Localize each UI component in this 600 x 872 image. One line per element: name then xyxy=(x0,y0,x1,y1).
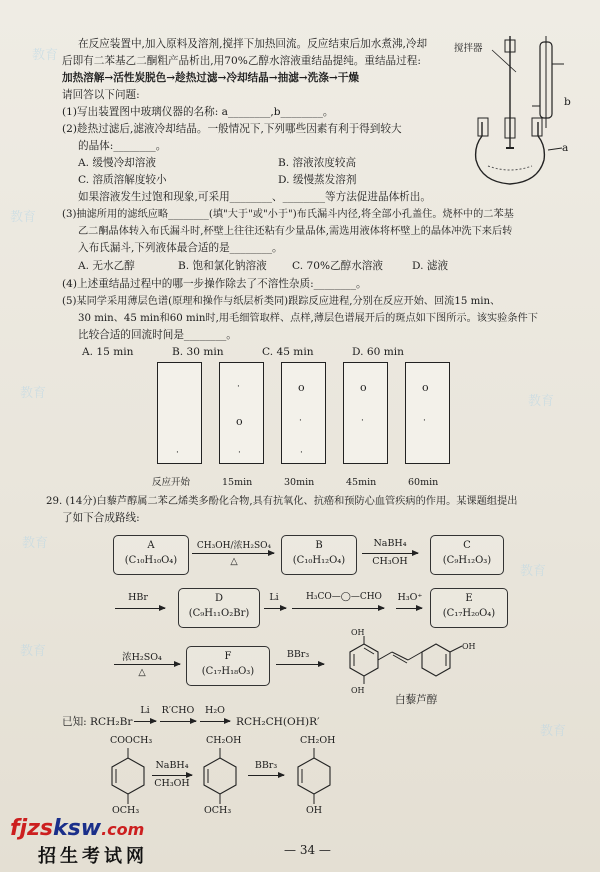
tlc-plate xyxy=(281,362,326,464)
q2-option-c: C. 溶质溶解度较小 xyxy=(78,174,167,186)
page-number: — 34 — xyxy=(284,843,331,857)
known-arrow1-top: NaBH₄ xyxy=(155,760,189,771)
reaction-arrow xyxy=(396,608,422,609)
reagent-1: CH₃OH/浓H₂SO₄ xyxy=(196,541,272,551)
logo-part: .com xyxy=(101,820,145,839)
reaction-arrow xyxy=(192,553,274,554)
reaction-arrow xyxy=(200,721,230,722)
compound-c-box xyxy=(430,535,504,575)
benzene-ring xyxy=(198,748,242,808)
intro-line: 后即有二苯基乙二酮粗产品析出,用70%乙醇水溶液重结晶提纯。重结晶过程: xyxy=(62,55,421,67)
known-reagent-1: Li xyxy=(140,705,150,716)
tlc-label: 60min xyxy=(408,477,439,488)
compound-b-box xyxy=(281,535,357,575)
known-arrow1-bot: CH₃OH xyxy=(154,778,190,789)
benzene-ring xyxy=(292,748,336,808)
tlc-spot: · xyxy=(299,416,302,426)
q5-option-c: C. 45 min xyxy=(262,346,314,358)
reaction-arrow xyxy=(152,775,192,776)
tlc-spot: · xyxy=(361,416,364,426)
reaction-arrow xyxy=(114,664,180,665)
condition-2: CH₃OH xyxy=(372,556,408,567)
q3-option-b: B. 饱和氯化钠溶液 xyxy=(178,260,267,272)
logo-part: ksw xyxy=(53,816,102,841)
tlc-spot: o xyxy=(360,381,367,394)
question-4: (4)上述重结晶过程中的哪一步操作除去了不溶性杂质:________。 xyxy=(62,278,367,290)
question-1: (1)写出装置图中玻璃仪器的名称: a________,b________。 xyxy=(62,106,334,118)
watermark: 教育 xyxy=(20,644,47,659)
tlc-spot: o xyxy=(422,381,429,394)
reaction-arrow xyxy=(248,775,284,776)
intro-line: 在反应装置中,加入原料及溶剂,搅拌下加热回流。反应结束后加水煮沸,冷却 xyxy=(78,38,428,50)
q2-option-a: A. 缓慢冷却溶液 xyxy=(78,157,156,169)
tlc-plate xyxy=(405,362,450,464)
watermark: 教育 xyxy=(22,536,49,551)
question-5: (5)某同学采用薄层色谱(原理和操作与纸层析类同)跟踪反应进程,分别在反应开始、回流15 min、 xyxy=(62,296,501,307)
reagent-3: HBr xyxy=(128,592,148,603)
known-arrow2-top: BBr₃ xyxy=(254,760,278,771)
stirrer-label: 搅拌器 xyxy=(454,43,483,54)
q3-option-a: A. 无水乙醇 xyxy=(78,260,135,272)
compound-c-name: C xyxy=(463,540,471,551)
oh-group: OH xyxy=(351,628,365,637)
compound-b-name: B xyxy=(315,540,323,551)
tlc-spot: · xyxy=(238,448,241,458)
q5-option-d: D. 60 min xyxy=(352,346,404,358)
compound-c-formula: (C₉H₁₂O₃) xyxy=(442,555,492,566)
compound-f-box xyxy=(186,646,270,686)
logo-part: fjzs xyxy=(10,816,54,841)
apparatus-diagram xyxy=(452,36,582,196)
struct1-top: COOCH₃ xyxy=(110,735,153,746)
tlc-spot: o xyxy=(236,415,243,428)
q2-option-b: B. 溶液浓度较高 xyxy=(278,157,357,169)
struct2-top: CH₂OH xyxy=(206,735,242,746)
oh-group: OH xyxy=(351,686,365,695)
q3-option-c: C. 70%乙醇水溶液 xyxy=(292,260,383,272)
condition-6: △ xyxy=(138,667,146,678)
question-29: 了如下合成路线: xyxy=(62,512,140,524)
tlc-label: 45min xyxy=(346,477,377,488)
tlc-plate xyxy=(343,362,388,464)
known-prefix: 已知: xyxy=(62,716,87,728)
site-slogan: 招生考试网 xyxy=(38,846,148,867)
compound-b-formula: (C₁₀H₁₂O₄) xyxy=(292,555,346,566)
compound-a-name: A xyxy=(147,540,155,551)
struct2-bottom: OCH₃ xyxy=(204,805,232,816)
compound-a-box xyxy=(113,535,189,575)
reagent-aldehyde: H₃CO—◯—CHO xyxy=(306,592,382,602)
condition-1: △ xyxy=(230,556,238,567)
reaction-arrow xyxy=(115,608,165,609)
benzene-ring xyxy=(106,748,150,808)
product-name: 白藜芦醇 xyxy=(395,694,438,706)
compound-e-formula: (C₁₇H₂₀O₄) xyxy=(442,608,496,619)
watermark: 教育 xyxy=(520,564,547,579)
compound-f-name: F xyxy=(224,651,232,662)
compound-d-box xyxy=(178,588,260,628)
reaction-arrow xyxy=(362,553,418,554)
reagent-7: BBr₃ xyxy=(286,649,310,660)
compound-f-formula: (C₁₇H₁₈O₃) xyxy=(201,666,255,677)
reaction-arrow xyxy=(134,721,156,722)
struct3-top: CH₂OH xyxy=(300,735,336,746)
site-logo xyxy=(10,816,144,841)
tlc-label: 反应开始 xyxy=(152,477,191,488)
question-5: 30 min、45 min和60 min时,用毛细管取样、点样,薄层色谱展开后的斑点如下图所示。该实验条件下 xyxy=(78,313,538,324)
reagent-5: H₃O⁺ xyxy=(397,592,423,603)
q5-option-b: B. 30 min xyxy=(172,346,224,358)
struct3-bottom: OH xyxy=(306,805,323,816)
compound-d-name: D xyxy=(214,593,224,604)
compound-a-formula: (C₁₀H₁₀O₄) xyxy=(124,555,178,566)
reagent-6: 浓H₂SO₄ xyxy=(122,652,162,663)
tlc-label: 30min xyxy=(284,477,315,488)
tlc-spot: · xyxy=(423,416,426,426)
reagent-4: Li xyxy=(269,592,279,603)
label-b: b xyxy=(564,96,571,108)
known-reagent-3: H₂O xyxy=(205,705,225,716)
known-reagent-2: R′CHO xyxy=(161,705,195,716)
question-2-supersat: 如果溶液发生过饱和现象,可采用________、________等方法促进晶体析出。 xyxy=(78,191,431,203)
watermark: 教育 xyxy=(32,48,59,63)
question-3: 入布氏漏斗,下列液体最合适的是________。 xyxy=(78,242,283,254)
question-29: 29. (14分)白藜芦醇属二苯乙烯类多酚化合物,具有抗氧化、抗癌和预防心血管疾病的作用。某课题组提出 xyxy=(46,496,518,507)
tlc-plate xyxy=(157,362,202,464)
question-3: (3)抽滤所用的滤纸应略________(填"大于"或"小于")布氏漏斗内径,将全部小孔盖住。烧杯中的二苯基 xyxy=(62,209,514,220)
struct1-bottom: OCH₃ xyxy=(112,805,140,816)
reaction-arrow xyxy=(292,608,384,609)
question-2-blank: 的晶体:________。 xyxy=(78,140,167,152)
question-2: (2)趁热过滤后,滤液冷却结晶。一般情况下,下列哪些因素有利于得到较大 xyxy=(62,123,402,135)
q2-option-d: D. 缓慢蒸发溶剂 xyxy=(278,174,357,186)
known-start: RCH₂Br xyxy=(90,716,133,728)
reaction-arrow xyxy=(264,608,286,609)
watermark: 教育 xyxy=(20,386,47,401)
tlc-spot: · xyxy=(237,382,240,392)
tlc-spot: o xyxy=(298,381,305,394)
compound-d-formula: (C₉H₁₁O₂Br) xyxy=(188,608,250,619)
label-a: a xyxy=(562,142,569,154)
reaction-arrow xyxy=(276,664,324,665)
reagent-2: NaBH₄ xyxy=(373,538,407,549)
watermark: 教育 xyxy=(540,724,567,739)
question-5: 比较合适的回流时间是________。 xyxy=(78,329,237,341)
q3-option-d: D. 滤液 xyxy=(412,260,449,272)
tlc-spot: · xyxy=(176,448,179,458)
oh-group: OH xyxy=(462,642,476,651)
q5-option-a: A. 15 min xyxy=(82,346,134,358)
compound-e-name: E xyxy=(465,593,473,604)
intro-process: 加热溶解→活性炭脱色→趁热过滤→冷却结晶→抽滤→洗涤→干燥 xyxy=(62,72,359,84)
watermark: 教育 xyxy=(10,210,37,225)
tlc-plate xyxy=(219,362,264,464)
tlc-spot: · xyxy=(300,448,303,458)
known-product: RCH₂CH(OH)R′ xyxy=(236,716,320,728)
watermark: 教育 xyxy=(528,394,555,409)
intro-prompt: 请回答以下问题: xyxy=(62,89,140,101)
reaction-arrow xyxy=(160,721,196,722)
tlc-label: 15min xyxy=(222,477,253,488)
compound-e-box xyxy=(430,588,508,628)
question-3: 乙二酮晶体转入布氏漏斗时,杯壁上往往还粘有少量晶体,需选用液体将杯壁上的晶体冲洗下来后转 xyxy=(78,226,513,237)
